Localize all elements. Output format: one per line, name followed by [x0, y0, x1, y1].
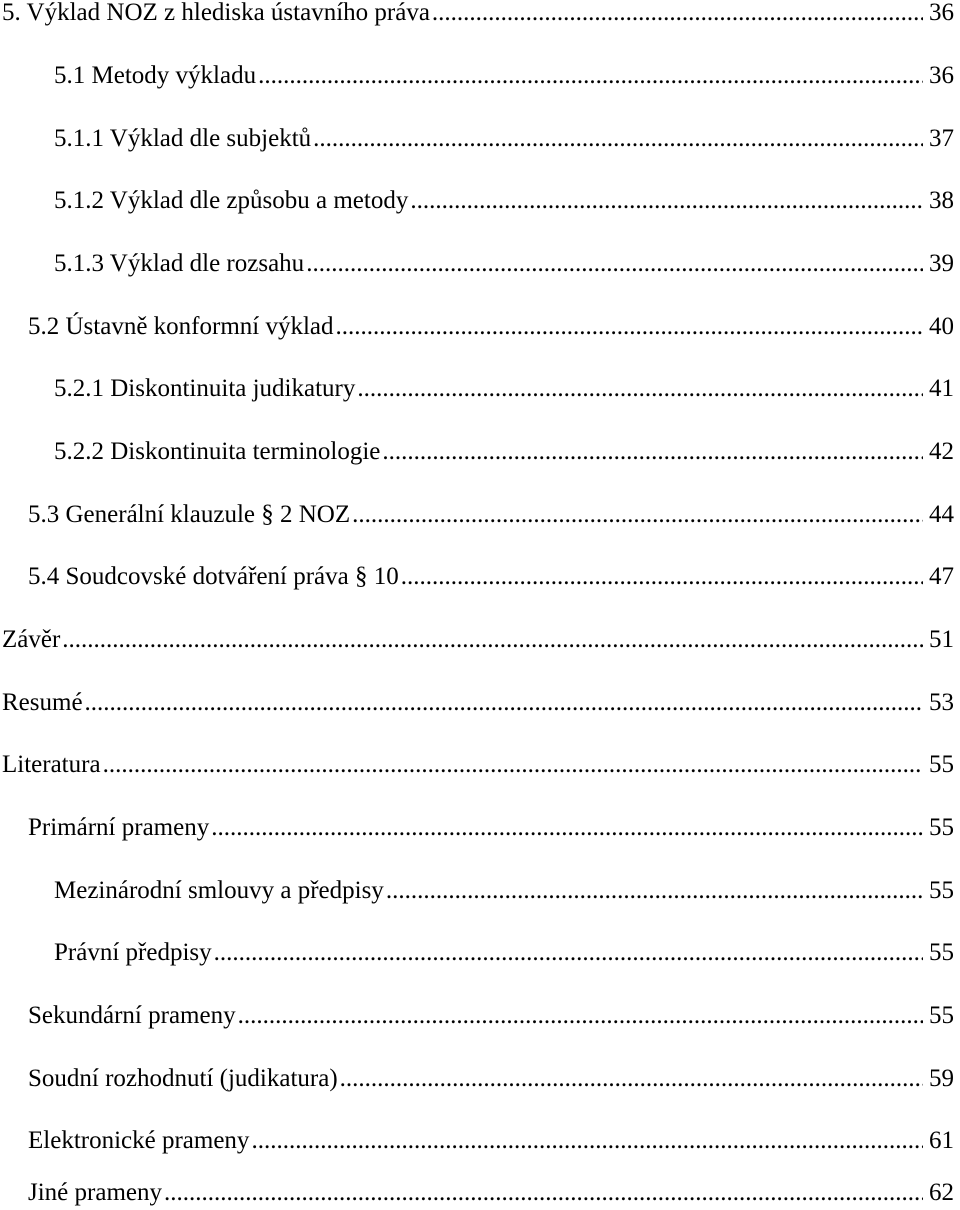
toc-dot-leader	[306, 249, 923, 279]
toc-page-number: 40	[929, 313, 954, 340]
toc-dot-leader	[432, 0, 923, 28]
toc-entry[interactable]	[2, 678, 954, 718]
toc-entry-title: 5.3 Generální klauzule § 2 NOZ	[28, 501, 351, 528]
toc-dot-leader	[352, 500, 923, 530]
toc-entry-title: 5.2 Ústavně konformní výklad	[28, 313, 334, 340]
toc-dot-leader	[382, 437, 923, 467]
toc-entry[interactable]	[2, 615, 954, 655]
toc-entry-title: 5.4 Soudcovské dotváření práva § 10	[28, 563, 399, 590]
toc-dot-leader	[410, 186, 923, 216]
toc-entry[interactable]	[28, 302, 954, 342]
toc-entry-title: Literatura	[2, 751, 101, 778]
toc-dot-leader	[214, 938, 923, 968]
toc-page-number: 55	[929, 939, 954, 966]
toc-entry[interactable]	[28, 803, 954, 843]
toc-dot-leader	[85, 688, 923, 718]
toc-page-number: 36	[929, 62, 954, 89]
toc-dot-leader	[340, 1064, 923, 1094]
toc-entry[interactable]	[54, 176, 954, 216]
toc-page-number: 36	[929, 0, 954, 26]
toc-dot-leader	[103, 750, 923, 780]
toc-entry-title: Sekundární prameny	[28, 1002, 236, 1029]
toc-entry[interactable]	[28, 1116, 954, 1156]
toc-page-number: 39	[929, 250, 954, 277]
toc-dot-leader	[386, 876, 923, 906]
toc-entry-title: Elektronické prameny	[28, 1127, 250, 1154]
toc-entry-title: 5.2.1 Diskontinuita judikatury	[54, 375, 356, 402]
toc-page-number: 47	[929, 563, 954, 590]
toc-page-number: 59	[929, 1065, 954, 1092]
toc-entry-title: Jiné prameny	[28, 1179, 162, 1206]
toc-page-number: 55	[929, 751, 954, 778]
toc-dot-leader	[357, 374, 923, 404]
toc-page-number: 42	[929, 438, 954, 465]
toc-dot-leader	[251, 1126, 923, 1156]
toc-dot-leader	[211, 813, 923, 843]
toc-entry-title: Právní předpisy	[54, 939, 212, 966]
toc-dot-leader	[164, 1178, 923, 1208]
toc-entry[interactable]	[28, 490, 954, 530]
toc-page-number: 55	[929, 877, 954, 904]
toc-entry-title: Resumé	[2, 689, 83, 716]
toc-page-number: 44	[929, 501, 954, 528]
toc-page-number: 62	[929, 1179, 954, 1206]
toc-dot-leader	[313, 124, 923, 154]
toc-page-number: 51	[929, 626, 954, 653]
toc-entry[interactable]	[2, 740, 954, 780]
toc-entry[interactable]	[54, 51, 954, 91]
toc-entry[interactable]	[54, 427, 954, 467]
toc-entry-title: 5.1 Metody výkladu	[54, 62, 257, 89]
toc-entry-title: 5.2.2 Diskontinuita terminologie	[54, 438, 381, 465]
toc-entry[interactable]	[54, 928, 954, 968]
toc-page-number: 37	[929, 125, 954, 152]
toc-entry-title: 5. Výklad NOZ z hlediska ústavního práva	[2, 0, 430, 26]
toc-entry[interactable]	[28, 1054, 954, 1094]
toc-page-number: 41	[929, 375, 954, 402]
toc-entry-title: 5.1.2 Výklad dle způsobu a metody	[54, 187, 409, 214]
toc-entry[interactable]	[54, 364, 954, 404]
toc-entry-title: 5.1.1 Výklad dle subjektů	[54, 125, 312, 152]
toc-page-number: 38	[929, 187, 954, 214]
toc-entry[interactable]	[28, 991, 954, 1031]
toc-dot-leader	[62, 625, 923, 655]
toc-page-number: 55	[929, 1002, 954, 1029]
toc-page-number: 61	[929, 1127, 954, 1154]
toc-entry[interactable]	[54, 866, 954, 906]
toc-page-number: 55	[929, 814, 954, 841]
toc-entry-title: Závěr	[2, 626, 61, 653]
toc-entry[interactable]	[54, 239, 954, 279]
toc-entry-title: Soudní rozhodnutí (judikatura)	[28, 1065, 338, 1092]
toc-dot-leader	[336, 312, 923, 342]
toc-page-number: 53	[929, 689, 954, 716]
toc-dot-leader	[238, 1001, 923, 1031]
toc-entry-title: Primární prameny	[28, 814, 210, 841]
toc-entry[interactable]	[28, 552, 954, 592]
toc-dot-leader	[258, 61, 923, 91]
toc-entry[interactable]	[28, 1168, 954, 1208]
toc-dot-leader	[401, 562, 923, 592]
toc-entry-title: 5.1.3 Výklad dle rozsahu	[54, 250, 305, 277]
toc-entry-title: Mezinárodní smlouvy a předpisy	[54, 877, 384, 904]
toc-entry[interactable]	[54, 114, 954, 154]
toc-entry[interactable]	[2, 0, 954, 28]
